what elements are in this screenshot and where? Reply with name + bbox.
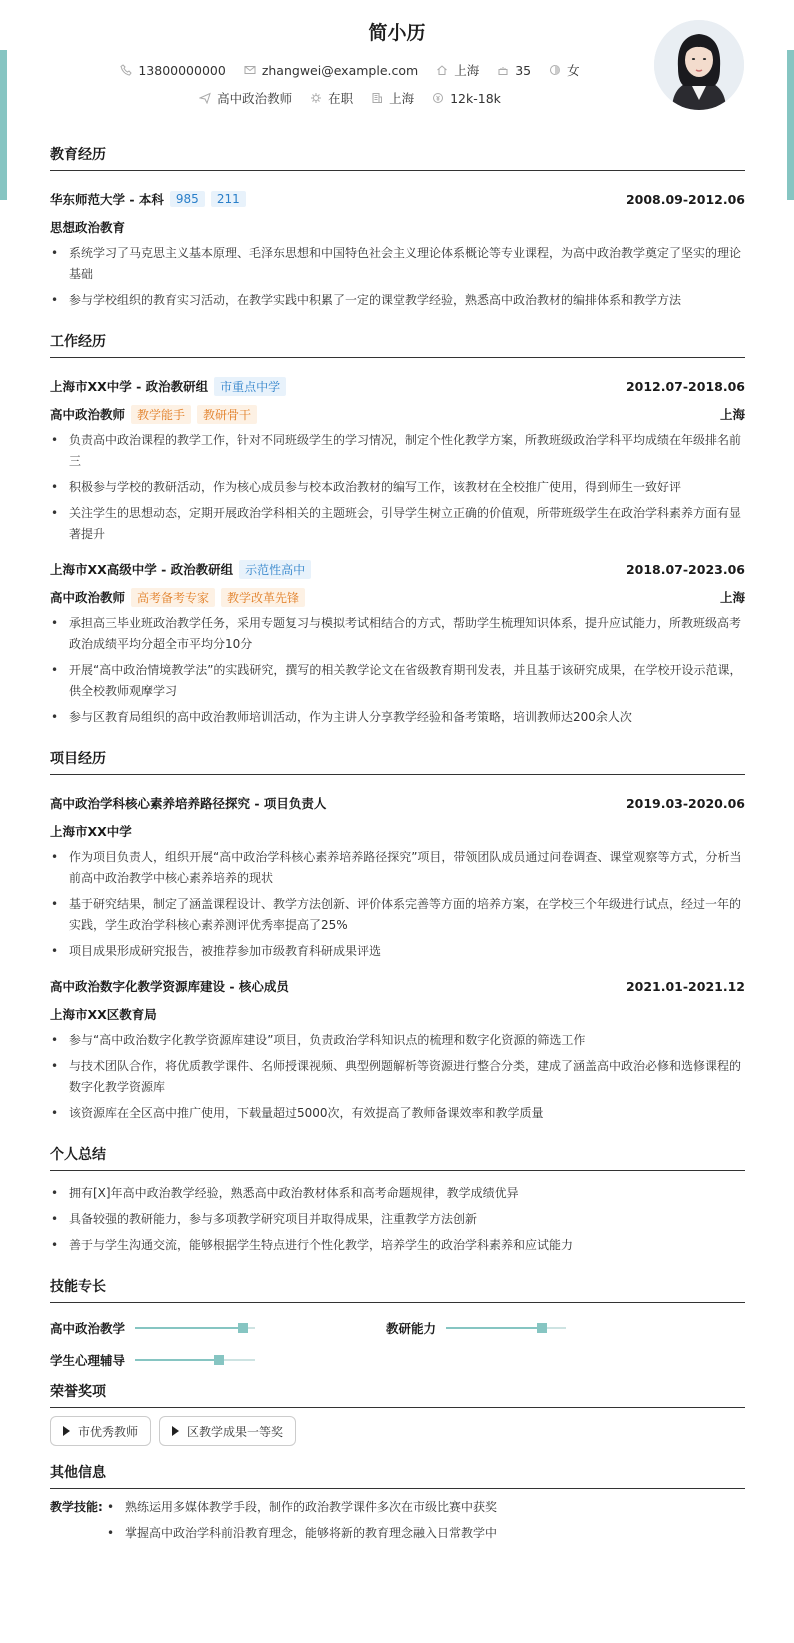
- email-info: [244, 61, 418, 79]
- work-city: 上海: [719, 407, 745, 422]
- gender-icon: [549, 64, 561, 76]
- skill-level-bar: [135, 1327, 255, 1329]
- other-bullets: [106, 1497, 745, 1549]
- education-major-row: [50, 217, 745, 237]
- skill-item: [50, 1351, 255, 1369]
- list-item: • 善于与学生沟通交流，能够根据学生特点进行个性化教学，培养学生的政治学科素养和应试能力: [50, 1235, 745, 1256]
- school-name: 华东师范大学 - 本科: [50, 192, 164, 207]
- email-text: zhangwei@example.com: [261, 62, 419, 78]
- skill-name: 高中政治教学: [50, 1321, 126, 1336]
- work-city: 上海: [719, 590, 745, 605]
- section-title-work: 工作经历: [50, 331, 745, 358]
- skill-level-knob: [214, 1355, 224, 1365]
- project-title: 高中政治学科核心素养培养路径探究 - 项目负责人: [50, 796, 327, 811]
- work-item-header: [50, 559, 745, 579]
- work-city-info: [371, 89, 414, 107]
- list-item: • 参与“高中政治数字化教学资源库建设”项目，负责政治学科知识点的梳理和数字化资源的筛选工作: [50, 1030, 745, 1051]
- phone-icon: [120, 64, 132, 76]
- position-info: [199, 89, 292, 107]
- position-text: 高中政治教师: [217, 91, 293, 106]
- send-icon: [199, 92, 211, 104]
- section-title-summary: 个人总结: [50, 1144, 745, 1171]
- other-info-row: [50, 1497, 745, 1549]
- skill-level-fill: [135, 1327, 243, 1329]
- awards-section: [50, 1416, 745, 1446]
- list-item: • 参与学校组织的教育实习活动，在教学实践中积累了一定的课堂教学经验，熟悉高中政治教材的编排体系和教学方法: [50, 290, 745, 311]
- list-item: • 具备较强的教研能力，参与多项教学研究项目并取得成果，注重教学方法创新: [50, 1209, 745, 1230]
- work-bullets: [50, 430, 745, 545]
- age-text: 35: [515, 62, 532, 78]
- home-icon: [436, 64, 448, 76]
- project-bullets: [50, 1030, 745, 1124]
- work-bullets: [50, 613, 745, 728]
- phone-text: 13800000000: [138, 62, 226, 78]
- list-item: • 作为项目负责人，组织开展“高中政治学科核心素养培养路径探究”项目，带领团队成员通过问卷调查、课堂观察等方式，分析当前高中政治教学中核心素养培养的现状: [50, 847, 745, 889]
- work-role-row: [50, 587, 745, 607]
- work-section: [50, 358, 745, 728]
- role-tag: 教学改革先锋: [221, 588, 305, 607]
- role-name: 高中政治教师: [50, 590, 126, 605]
- org-name: 上海市XX中学 - 政治教研组: [50, 379, 209, 394]
- contact-row: [40, 61, 660, 79]
- work-city-text: 上海: [389, 91, 415, 106]
- list-item: • 承担高三毕业班政治教学任务，采用专题复习与模拟考试相结合的方式，帮助学生梳理知识体系，提升应试能力，所教班级高考政治成绩平均分超全市平均分10分: [50, 613, 745, 655]
- list-item: • 该资源库在全区高中推广使用，下载量超过5000次，有效提高了教师备课效率和教学质量: [50, 1103, 745, 1124]
- summary-section: [50, 1171, 745, 1256]
- project-org: 上海市XX中学: [50, 824, 132, 839]
- list-item: • 基于研究结果，制定了涵盖课程设计、教学方法创新、评价体系完善等方面的培养方案，在学校三个年级进行试点，经过一年的实践，学生政治学科核心素养测评优秀率提高了25%: [50, 894, 745, 936]
- school-tag: 985: [170, 191, 205, 207]
- skill-item: [50, 1319, 255, 1337]
- status-text: 在职: [328, 91, 354, 106]
- award-badge: [50, 1416, 151, 1446]
- section-title-skills: 技能专长: [50, 1276, 745, 1303]
- building-icon: [371, 92, 383, 104]
- education-bullets: [50, 243, 745, 311]
- age-icon: [497, 64, 509, 76]
- list-item: • 拥有[X]年高中政治教学经验，熟悉高中政治教材体系和高考命题规律，教学成绩优异: [50, 1183, 745, 1204]
- list-item: • 参与区教育局组织的高中政治教师培训活动，作为主讲人分享教学经验和备考策略，培训教师达200余人次: [50, 707, 745, 728]
- resume-header: [0, 0, 794, 120]
- org-tag: 市重点中学: [214, 377, 286, 396]
- skills-section: [50, 1307, 745, 1371]
- job-intent-row: [40, 89, 660, 107]
- projects-section: [50, 775, 745, 1124]
- education-date: 2008.09-2012.06: [625, 191, 745, 207]
- resume-content: [50, 130, 745, 1549]
- salary-icon: [432, 92, 444, 104]
- section-title-education: 教育经历: [50, 144, 745, 171]
- award-badge: [159, 1416, 296, 1446]
- project-org-row: [50, 821, 745, 841]
- skill-item: [386, 1319, 566, 1337]
- section-title-other: 其他信息: [50, 1462, 745, 1489]
- education-section: [50, 171, 745, 311]
- salary-text: 12k-18k: [450, 90, 501, 106]
- award-label: 市优秀教师: [78, 1424, 139, 1439]
- age-info: [497, 61, 531, 79]
- project-org-row: [50, 1004, 745, 1024]
- list-item: • 负责高中政治课程的教学工作，针对不同班级学生的学习情况，制定个性化教学方案，所教班级政治学科平均成绩在年级排名前三: [50, 430, 745, 472]
- skill-name: 教研能力: [386, 1321, 437, 1336]
- list-item: • 熟练运用多媒体教学手段，制作的政治教学课件多次在市级比赛中获奖: [106, 1497, 745, 1518]
- status-icon: [310, 92, 322, 104]
- other-label: 教学技能:: [50, 1500, 103, 1514]
- list-item: • 掌握高中政治学科前沿教育理念，能够将新的教育理念融入日常教学中: [106, 1523, 745, 1544]
- avatar: [654, 20, 744, 110]
- summary-bullets: [50, 1183, 745, 1256]
- list-item: • 积极参与学校的教研活动，作为核心成员参与校本政治教材的编写工作，该教材在全校推广使用，得到师生一致好评: [50, 477, 745, 498]
- skill-level-knob: [537, 1323, 547, 1333]
- project-item-header: [50, 976, 745, 996]
- work-date: 2012.07-2018.06: [625, 378, 745, 394]
- skill-name: 学生心理辅导: [50, 1353, 126, 1368]
- play-icon: [63, 1426, 70, 1436]
- org-tag: 示范性高中: [239, 560, 311, 579]
- skill-level-fill: [135, 1359, 219, 1361]
- role-tag: 高考备考专家: [131, 588, 215, 607]
- play-icon: [172, 1426, 179, 1436]
- role-name: 高中政治教师: [50, 407, 126, 422]
- candidate-name: 简小历: [368, 22, 426, 44]
- location-text: 上海: [454, 63, 480, 78]
- section-title-awards: 荣誉奖项: [50, 1381, 745, 1408]
- gender-info: [549, 61, 580, 79]
- major-name: 思想政治教育: [50, 220, 126, 235]
- project-item-header: [50, 793, 745, 813]
- work-date: 2018.07-2023.06: [625, 561, 745, 577]
- school-tag: 211: [211, 191, 246, 207]
- phone-info: [120, 61, 225, 79]
- project-bullets: [50, 847, 745, 962]
- location-info: [436, 61, 479, 79]
- project-title: 高中政治数字化教学资源库建设 - 核心成员: [50, 979, 289, 994]
- project-date: 2019.03-2020.06: [625, 795, 745, 811]
- list-item: • 项目成果形成研究报告，被推荐参加市级教育科研成果评选: [50, 941, 745, 962]
- gender-text: 女: [567, 63, 580, 78]
- role-tag: 教研骨干: [197, 405, 257, 424]
- mail-icon: [244, 64, 256, 76]
- project-org: 上海市XX区教育局: [50, 1007, 157, 1022]
- list-item: • 关注学生的思想动态，定期开展政治学科相关的主题班会，引导学生树立正确的价值观，所带班级学生在政治学科素养方面有显著提升: [50, 503, 745, 545]
- role-tag: 教学能手: [131, 405, 191, 424]
- salary-info: [432, 89, 501, 107]
- list-item: • 与技术团队合作，将优质教学课件、名师授课视频、典型例题解析等资源进行整合分类，建成了涵盖高中政治必修和选修课程的数字化教学资源库: [50, 1056, 745, 1098]
- status-info: [310, 89, 353, 107]
- org-name: 上海市XX高级中学 - 政治教研组: [50, 562, 234, 577]
- skill-level-bar: [446, 1327, 566, 1329]
- skill-level-bar: [135, 1359, 255, 1361]
- work-item-header: [50, 376, 745, 396]
- award-label: 区教学成果一等奖: [187, 1424, 284, 1439]
- work-role-row: [50, 404, 745, 424]
- education-item-header: [50, 189, 745, 209]
- list-item: • 系统学习了马克思主义基本原理、毛泽东思想和中国特色社会主义理论体系概论等专业课程，为高中政治教学奠定了坚实的理论基础: [50, 243, 745, 285]
- section-title-projects: 项目经历: [50, 748, 745, 775]
- project-date: 2021.01-2021.12: [625, 978, 745, 994]
- list-item: • 开展“高中政治情境教学法”的实践研究，撰写的相关教学论文在省级教育期刊发表，并且基于该研究成果，在学校开设示范课，供全校教师观摩学习: [50, 660, 745, 702]
- skill-level-fill: [446, 1327, 542, 1329]
- skill-level-knob: [238, 1323, 248, 1333]
